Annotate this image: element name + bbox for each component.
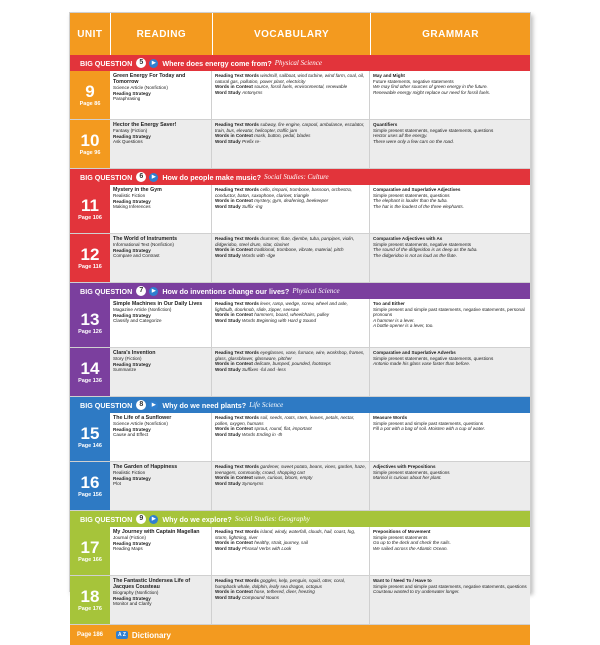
vocab-label: Words in Context bbox=[215, 247, 253, 253]
reading-strategy: Making Inferences bbox=[113, 204, 151, 210]
vocab-line bbox=[215, 253, 366, 259]
vocab-label: Word Study bbox=[215, 138, 241, 144]
vocab-words: healthy, strait, journey, sail bbox=[254, 540, 308, 546]
question-subject: Social Studies: Geography bbox=[234, 515, 310, 523]
vocab-label: Word Study bbox=[215, 366, 241, 372]
grammar-cell bbox=[370, 299, 530, 347]
unit-number: 10 bbox=[80, 131, 100, 150]
reading-strategy-label: Reading Strategy bbox=[113, 426, 151, 432]
big-question-bar bbox=[70, 283, 530, 299]
reading-strategy-label: Reading Strategy bbox=[113, 540, 151, 546]
reading-strategy-label: Reading Strategy bbox=[113, 90, 151, 96]
unit-number: 14 bbox=[80, 359, 100, 378]
unit-row bbox=[70, 185, 530, 234]
grammar-topic: Adjectives with Prepositions bbox=[373, 464, 436, 469]
unit-number: 17 bbox=[80, 538, 100, 557]
header-grammar: GRAMMAR bbox=[422, 28, 479, 40]
vocab-words: cello, timpani, trombone, bassoon, orchestra, conductor, baton, saxophone, clarinet, triangle bbox=[215, 187, 352, 198]
vocabulary-cell bbox=[212, 413, 370, 461]
unit-cell bbox=[70, 462, 110, 510]
footer-dictionary[interactable] bbox=[70, 625, 530, 645]
grammar-topic: Prepositions of Movement bbox=[373, 529, 431, 534]
vocab-line bbox=[215, 432, 366, 438]
reading-cell bbox=[110, 234, 212, 282]
grammar-example: Renewable energy might replace our need for fossil fuels. bbox=[373, 89, 491, 95]
vocab-words: Suffixes -ful and -less bbox=[241, 366, 286, 372]
vocabulary-cell bbox=[212, 185, 370, 233]
vocab-words: goggles, kelp, penguin, squid, otter, coral, humpback whale, dolphin, leafy sea dragon, octopus bbox=[215, 578, 346, 589]
unit-cell bbox=[70, 299, 110, 347]
vocab-line bbox=[215, 139, 366, 145]
units-table bbox=[70, 55, 530, 625]
question-number: 6 bbox=[136, 172, 146, 182]
vocab-line bbox=[215, 236, 366, 247]
vocab-words: soil, seeds, roots, stem, leaves, petals, nectar, pollen, oxygen, humans bbox=[215, 415, 355, 426]
vocabulary-cell bbox=[212, 120, 370, 168]
vocab-line bbox=[215, 578, 366, 589]
vocab-words: wave, curious, bloom, empty bbox=[254, 475, 313, 481]
reading-title: Mystery in the Gym bbox=[113, 187, 162, 193]
vocab-words: Words with -dge bbox=[241, 252, 276, 258]
unit-page: Page 136 bbox=[78, 378, 102, 384]
vocab-label: Word Study bbox=[215, 89, 241, 95]
question-text: Why do we explore? bbox=[162, 514, 232, 524]
unit-cell bbox=[70, 348, 110, 396]
unit-page: Page 86 bbox=[79, 101, 101, 107]
grammar-topic: Comparative and Superlative Adverbs bbox=[373, 350, 456, 355]
grammar-example: The hat is the loudest of the three elephants. bbox=[373, 203, 464, 209]
grammar-example: Hector uses all the energy. bbox=[373, 133, 428, 139]
vocab-words: Words Beginning with Hard g Sound bbox=[241, 317, 317, 323]
grammar-topic: Quantifiers bbox=[373, 122, 398, 127]
vocab-label: Reading Text Words bbox=[215, 301, 259, 306]
vocab-words: source, fossil fuels, environmental, renewable bbox=[254, 84, 348, 90]
question-number: 7 bbox=[136, 286, 146, 296]
vocab-label: Word Study bbox=[215, 431, 241, 437]
vocab-words: Synonyms bbox=[241, 480, 264, 486]
vocabulary-cell bbox=[212, 527, 370, 575]
unit-number: 15 bbox=[80, 424, 100, 443]
vocab-line bbox=[215, 481, 366, 487]
reading-genre: Realistic Fiction bbox=[113, 193, 146, 198]
grammar-example: A hammer is a lever. bbox=[373, 317, 415, 323]
dictionary-label: Dictionary bbox=[131, 630, 171, 640]
play-icon[interactable]: ▶ bbox=[149, 515, 158, 524]
grammar-usage: Simple present statements bbox=[373, 534, 428, 540]
reading-strategy-label: Reading Strategy bbox=[113, 595, 151, 601]
reading-genre: Informational Text (Nonfiction) bbox=[113, 242, 174, 247]
reading-genre: Story (Fiction) bbox=[113, 356, 142, 361]
reading-strategy-label: Reading Strategy bbox=[113, 475, 151, 481]
grammar-cell bbox=[370, 348, 530, 396]
reading-cell bbox=[110, 527, 212, 575]
unit-number: 11 bbox=[81, 196, 99, 215]
reading-strategy: Plot bbox=[113, 481, 121, 487]
vocab-line bbox=[215, 90, 366, 96]
grammar-usage: Future statements, negative statements bbox=[373, 78, 454, 84]
unit-row bbox=[70, 576, 530, 625]
vocabulary-cell bbox=[212, 71, 370, 119]
unit-row bbox=[70, 71, 530, 120]
grammar-example: Cousteau wanted to try underwater longer. bbox=[373, 589, 460, 595]
vocab-label: Reading Text Words bbox=[215, 464, 259, 469]
grammar-usage: Simple present statements, negative statements, questions bbox=[373, 127, 494, 133]
header-unit: UNIT bbox=[70, 13, 111, 55]
big-question-bar bbox=[70, 397, 530, 413]
unit-page: Page 96 bbox=[79, 150, 101, 156]
grammar-topic: Measure Words bbox=[373, 415, 408, 420]
grammar-usage: Simple present statements, negative statements bbox=[373, 241, 472, 247]
grammar-example: Marisol is curious about her plant. bbox=[373, 475, 442, 481]
grammar-example: We sailed across the Atlantic Ocean. bbox=[373, 545, 448, 551]
unit-row bbox=[70, 120, 530, 169]
question-number: 5 bbox=[136, 58, 146, 68]
reading-strategy-label: Reading Strategy bbox=[113, 361, 151, 367]
unit-row bbox=[70, 299, 530, 348]
unit-number: 16 bbox=[80, 473, 100, 492]
vocab-line bbox=[215, 301, 366, 312]
grammar-usage: Simple present statements, questions bbox=[373, 469, 450, 475]
vocab-words: Suffix -ing bbox=[241, 203, 263, 209]
play-icon[interactable]: ▶ bbox=[149, 287, 158, 296]
unit-page: Page 176 bbox=[78, 606, 102, 612]
big-question-label: BIG QUESTION bbox=[80, 514, 133, 524]
big-question-label: BIG QUESTION bbox=[80, 172, 133, 182]
grammar-example: The elephant is louder than the tuba. bbox=[373, 198, 448, 204]
reading-genre: Science Article (Nonfiction) bbox=[113, 421, 168, 426]
reading-strategy: Summarize bbox=[113, 367, 137, 373]
reading-cell bbox=[110, 576, 212, 624]
unit-number: 9 bbox=[85, 82, 95, 101]
play-icon[interactable]: ▶ bbox=[149, 401, 158, 410]
vocab-line bbox=[215, 73, 366, 84]
grammar-example: Fill a pot with a bag of soil. Moisten with a cup of water. bbox=[373, 426, 486, 432]
reading-cell bbox=[110, 413, 212, 461]
unit-page: Page 166 bbox=[78, 557, 102, 563]
reading-cell bbox=[110, 299, 212, 347]
vocab-line bbox=[215, 187, 366, 198]
question-text: Why do we need plants? bbox=[162, 400, 247, 410]
vocab-label: Word Study bbox=[215, 545, 241, 551]
vocab-label: Words in Context bbox=[215, 361, 253, 367]
vocabulary-cell bbox=[212, 576, 370, 624]
header-vocabulary: VOCABULARY bbox=[213, 13, 371, 55]
question-text: Where does energy come from? bbox=[162, 58, 272, 68]
vocabulary-cell bbox=[212, 299, 370, 347]
unit-cell bbox=[70, 71, 110, 119]
vocab-words: Compound Nouns bbox=[241, 594, 280, 600]
vocab-label: Reading Text Words bbox=[215, 350, 259, 355]
grammar-example: Antonio made his glass vase faster than before. bbox=[373, 361, 471, 367]
unit-row bbox=[70, 234, 530, 283]
reading-title: Clara's Invention bbox=[113, 350, 156, 356]
question-subject: Life Science bbox=[249, 401, 284, 409]
unit-row bbox=[70, 462, 530, 511]
reading-genre: Realistic Fiction bbox=[113, 470, 146, 475]
unit-number: 18 bbox=[80, 587, 100, 606]
grammar-usage: Simple present and simple past statements, questions bbox=[373, 420, 484, 426]
question-subject: Social Studies: Culture bbox=[263, 173, 329, 181]
unit-cell bbox=[70, 527, 110, 575]
vocab-label: Word Study bbox=[215, 252, 241, 258]
vocab-label: Words in Context bbox=[215, 426, 253, 432]
vocab-line bbox=[215, 318, 366, 324]
reading-cell bbox=[110, 185, 212, 233]
vocab-label: Reading Text Words bbox=[215, 122, 259, 127]
reading-strategy: Classify and Categorize bbox=[113, 318, 162, 324]
vocab-words: Antonyms bbox=[241, 89, 263, 95]
vocab-words: subway, fire engine, carpool, ambulance, escalator, train, bus, elevator, helicopter, traffic jam bbox=[215, 122, 365, 133]
question-subject: Physical Science bbox=[274, 59, 322, 67]
reading-genre: Journal (Fiction) bbox=[113, 535, 146, 540]
reading-title: The Garden of Happiness bbox=[113, 464, 178, 470]
contents-page bbox=[69, 12, 531, 640]
reading-strategy: Ask Questions bbox=[113, 139, 143, 145]
vocab-label: Word Study bbox=[215, 317, 241, 323]
unit-cell bbox=[70, 413, 110, 461]
reading-title: Green Energy For Today and Tomorrow bbox=[113, 73, 186, 85]
grammar-cell bbox=[370, 576, 530, 624]
grammar-cell bbox=[370, 462, 530, 510]
question-number: 8 bbox=[136, 400, 146, 410]
vocab-words: Prefix re- bbox=[241, 138, 261, 144]
vocab-line bbox=[215, 204, 366, 210]
reading-cell bbox=[110, 71, 212, 119]
vocab-line bbox=[215, 529, 366, 540]
grammar-topic: Comparative Adjectives with As bbox=[373, 236, 443, 241]
unit-page: Page 146 bbox=[78, 443, 102, 449]
unit-page: Page 156 bbox=[78, 492, 102, 498]
vocab-words: Words Ending in -th bbox=[241, 431, 283, 437]
reading-title: Hector the Energy Saver! bbox=[113, 122, 177, 128]
vocab-line bbox=[215, 595, 366, 601]
vocab-label: Reading Text Words bbox=[215, 529, 259, 534]
header-reading: READING bbox=[111, 13, 213, 55]
vocab-label: Words in Context bbox=[215, 589, 253, 595]
vocab-line bbox=[215, 122, 366, 133]
big-question-bar bbox=[70, 169, 530, 185]
grammar-cell bbox=[370, 234, 530, 282]
vocab-words: hammers, board, wheelchairs, pulley bbox=[254, 312, 330, 318]
reading-strategy-label: Reading Strategy bbox=[113, 198, 151, 204]
vocab-label: Words in Context bbox=[215, 312, 253, 318]
reading-strategy: Compare and Contrast bbox=[113, 253, 160, 259]
vocab-line bbox=[215, 546, 366, 552]
reading-strategy: Monitor and Clarify bbox=[113, 601, 152, 607]
reading-genre: Magazine Article (Nonfiction) bbox=[113, 307, 172, 312]
vocab-words: Phrasal Verbs with Look bbox=[241, 545, 292, 551]
vocab-words: mystery, gym, deafening, beekeeper bbox=[254, 198, 329, 204]
big-question-label: BIG QUESTION bbox=[80, 58, 133, 68]
grammar-topic: Too and Either bbox=[373, 301, 405, 306]
reading-cell bbox=[110, 462, 212, 510]
grammar-cell bbox=[370, 413, 530, 461]
big-question-bar bbox=[70, 55, 530, 71]
vocab-line bbox=[215, 464, 366, 475]
unit-number: 13 bbox=[80, 310, 100, 329]
big-question-label: BIG QUESTION bbox=[80, 286, 133, 296]
vocab-words: traditional, trombone, vibrate, material, pitch bbox=[254, 247, 344, 253]
vocab-line bbox=[215, 350, 366, 361]
grammar-example: The sound of the didgeridoo is as deep as the tuba. bbox=[373, 247, 478, 253]
vocab-words: drummer, flute, djembe, tuba, panpipes, violin, didgeridoo, steel drum, sitar, clarinet bbox=[215, 236, 355, 247]
grammar-topic: Want to / Need To / Have to bbox=[373, 578, 432, 583]
vocab-label: Words in Context bbox=[215, 540, 253, 546]
vocab-label: Word Study bbox=[215, 594, 241, 600]
reading-cell bbox=[110, 348, 212, 396]
grammar-usage: Simple present and simple past statements, negative statements, questions bbox=[373, 583, 527, 589]
reading-strategy-label: Reading Strategy bbox=[113, 312, 151, 318]
table-header bbox=[70, 13, 530, 55]
vocab-words: hose, tethered, diver, freezing bbox=[254, 589, 315, 595]
vocab-label: Reading Text Words bbox=[215, 73, 259, 78]
unit-page: Page 116 bbox=[78, 264, 102, 270]
question-text: How do inventions change our lives? bbox=[162, 286, 290, 296]
reading-strategy: Reading Maps bbox=[113, 546, 143, 552]
reading-cell bbox=[110, 120, 212, 168]
vocab-label: Words in Context bbox=[215, 475, 253, 481]
grammar-usage: Simple present and simple past statements, negative statements, personal pronouns bbox=[373, 306, 525, 318]
reading-title: My Journey with Captain Magellan bbox=[113, 529, 200, 535]
vocab-label: Reading Text Words bbox=[215, 187, 259, 192]
grammar-topic: Comparative and Superlative Adjectives bbox=[373, 187, 461, 192]
vocab-line bbox=[215, 415, 366, 426]
grammar-usage: Simple present statements, negative statements, questions bbox=[373, 355, 494, 361]
grammar-cell bbox=[370, 120, 530, 168]
vocabulary-cell bbox=[212, 234, 370, 282]
vocab-words: gardener, sweet potato, beans, vines, garden, haze, teenagers, community, crowd, shopping cart bbox=[215, 464, 367, 475]
question-number: 9 bbox=[136, 514, 146, 524]
grammar-usage: Simple present statements, questions bbox=[373, 192, 450, 198]
grammar-example: There were only a few cars on the road. bbox=[373, 138, 454, 144]
grammar-example: The didgeridoo is not as loud as the flute. bbox=[373, 252, 458, 258]
dictionary-icon: A Z bbox=[118, 632, 126, 638]
big-question-label: BIG QUESTION bbox=[80, 400, 133, 410]
vocab-label: Reading Text Words bbox=[215, 236, 259, 241]
vocab-label: Words in Context bbox=[215, 198, 253, 204]
grammar-cell bbox=[370, 185, 530, 233]
unit-cell bbox=[70, 234, 110, 282]
vocab-label: Reading Text Words bbox=[215, 415, 259, 420]
unit-cell bbox=[70, 576, 110, 624]
reading-title: The Life of a Sunflower bbox=[113, 415, 172, 421]
question-text: How do people make music? bbox=[162, 172, 261, 182]
unit-number: 12 bbox=[80, 245, 100, 264]
vocab-label: Word Study bbox=[215, 480, 241, 486]
play-icon[interactable]: ▶ bbox=[149, 59, 158, 68]
unit-page: Page 126 bbox=[78, 329, 102, 335]
vocab-words: delicate, bumped, pounded, footsteps bbox=[254, 361, 331, 367]
unit-cell bbox=[70, 185, 110, 233]
reading-genre: Science Article (Nonfiction) bbox=[113, 85, 168, 90]
reading-strategy: Paraphrasing bbox=[113, 96, 141, 102]
vocab-label: Words in Context bbox=[215, 133, 253, 139]
vocab-label: Words in Context bbox=[215, 84, 253, 90]
grammar-example: We may find other sources of green energy in the future. bbox=[373, 84, 488, 90]
reading-strategy-label: Reading Strategy bbox=[113, 247, 151, 253]
play-icon[interactable]: ▶ bbox=[149, 173, 158, 182]
vocab-words: lever, ramp, wedge, screw, wheel and axle, lightbulb, doorknob, slide, zipper, seesaw bbox=[215, 301, 348, 312]
unit-row bbox=[70, 413, 530, 462]
reading-strategy-label: Reading Strategy bbox=[113, 133, 151, 139]
grammar-cell bbox=[370, 71, 530, 119]
reading-genre: Fantasy (Fiction) bbox=[113, 128, 148, 133]
big-question-bar bbox=[70, 511, 530, 527]
unit-row bbox=[70, 527, 530, 576]
question-subject: Physical Science bbox=[292, 287, 340, 295]
vocabulary-cell bbox=[212, 462, 370, 510]
footer-page: Page 186 bbox=[76, 632, 104, 638]
grammar-example: A bottle opener is a lever, too. bbox=[373, 323, 434, 329]
vocab-line bbox=[215, 367, 366, 373]
reading-genre: Biography (Nonfiction) bbox=[113, 590, 159, 595]
vocabulary-cell bbox=[212, 348, 370, 396]
vocab-words: mask, button, pedal, blades bbox=[254, 133, 311, 139]
reading-strategy: Cause and Effect bbox=[113, 432, 149, 438]
unit-cell bbox=[70, 120, 110, 168]
unit-row bbox=[70, 348, 530, 397]
reading-title: Simple Machines in Our Daily Lives bbox=[113, 301, 203, 307]
reading-title: The Fantastic Undersea Life of Jacques Cousteau bbox=[113, 578, 191, 590]
vocab-words: eyeglasses, vase, furnace, wire, workshop, frames, glass, glassblower, glassware, pitcher bbox=[215, 350, 365, 361]
grammar-example: Go up to the deck and check the sails. bbox=[373, 540, 451, 546]
vocab-words: sprout, round, flat, important bbox=[254, 426, 312, 432]
reading-title: The World of Instruments bbox=[113, 236, 178, 242]
vocab-label: Reading Text Words bbox=[215, 578, 259, 583]
grammar-cell bbox=[370, 527, 530, 575]
vocab-label: Word Study bbox=[215, 203, 241, 209]
vocab-words: windmill, sailboat, wind turbine, wind farm, coal, oil, natural gas, pollution, power plant, electricity bbox=[215, 73, 365, 84]
unit-page: Page 106 bbox=[78, 215, 102, 221]
vocab-words: island, windy, waterfall, clouds, hail, coast, fog, storm, lightning, river bbox=[215, 529, 356, 540]
grammar-topic: May and Might bbox=[373, 73, 405, 78]
